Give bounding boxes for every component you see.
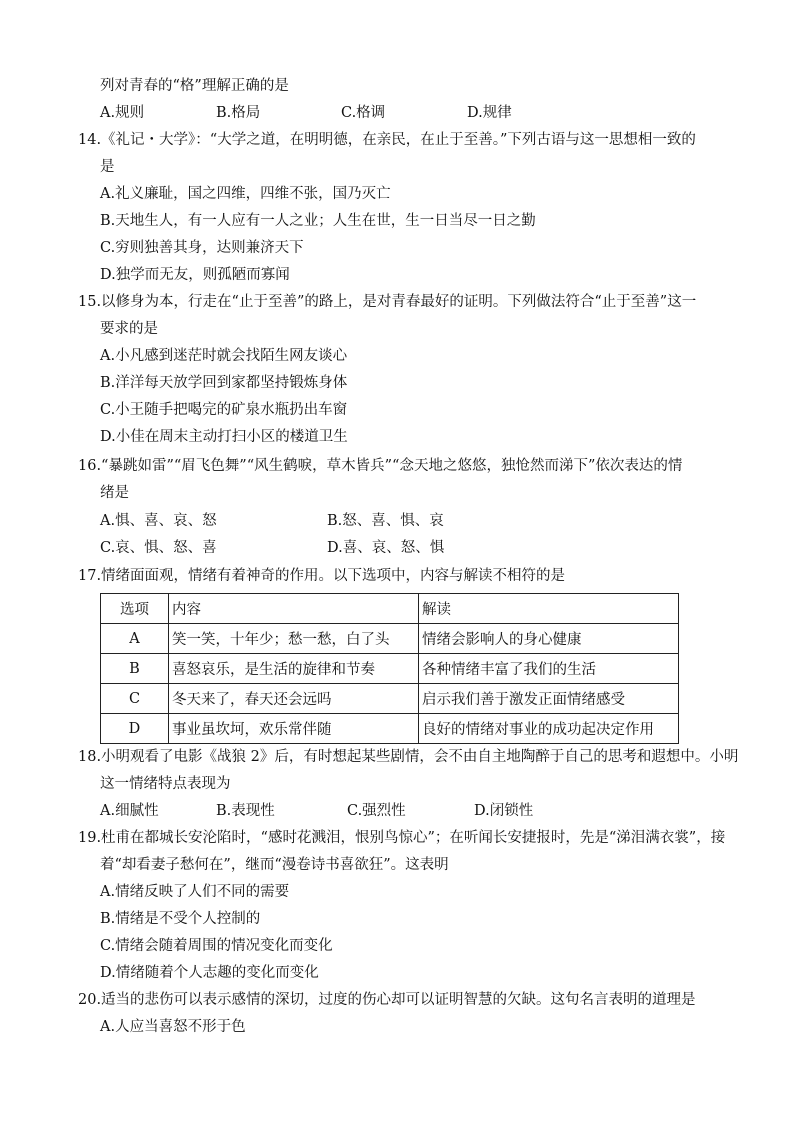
q19-option-c: C.情绪会随着周围的情况变化而变化 xyxy=(100,938,333,954)
table-cell: 良好的情绪对事业的成功起决定作用 xyxy=(419,714,679,744)
q20-stem: 20.适当的悲伤可以表示感情的深切，过度的伤心却可以证明智慧的欠缺。这句名言表明的道理是 xyxy=(78,992,696,1008)
q13-stem-tail: 列对青春的“格”理解正确的是 xyxy=(100,78,289,94)
q15-stem-line2: 要求的是 xyxy=(100,321,158,337)
q18-option-c: C.强烈性 xyxy=(347,803,406,819)
q15-option-b: B.洋洋每天放学回到家都坚持锻炼身体 xyxy=(100,375,348,391)
q13-option-d: D.规律 xyxy=(467,105,512,121)
table-cell: 喜怒哀乐，是生活的旋律和节奏 xyxy=(169,654,419,684)
table-row xyxy=(101,624,679,654)
table-cell: 笑一笑，十年少；愁一愁，白了头 xyxy=(169,624,419,654)
q14-stem-line2: 是 xyxy=(100,159,115,175)
q17-stem: 17.情绪面面观，情绪有着神奇的作用。以下选项中，内容与解读不相符的是 xyxy=(78,568,566,584)
q18-option-b: B.表现性 xyxy=(216,803,275,819)
q16-stem-line1: 16.“暴跳如雷”“眉飞色舞”“风生鹤唳，草木皆兵”“念天地之悠悠，独怆然而涕下”依次表达的情 xyxy=(78,458,683,474)
q17-table xyxy=(100,593,679,744)
q13-option-b: B.格局 xyxy=(216,105,261,121)
table-cell: 冬天来了，春天还会远吗 xyxy=(169,684,419,714)
table-cell: B xyxy=(101,654,169,684)
q16-option-d: D.喜、哀、怒、惧 xyxy=(327,540,445,556)
q19-stem-line1: 19.杜甫在都城长安沦陷时，“感时花溅泪，恨别鸟惊心”；在听闻长安捷报时，先是“涕泪满衣裳”，接 xyxy=(78,830,726,846)
table-cell: 启示我们善于激发正面情绪感受 xyxy=(419,684,679,714)
q19-stem-line2: 着“却看妻子愁何在”，继而“漫卷诗书喜欲狂”。这表明 xyxy=(100,857,449,873)
q18-option-d: D.闭锁性 xyxy=(474,803,534,819)
table-cell: D xyxy=(101,714,169,744)
table-cell: 各种情绪丰富了我们的生活 xyxy=(419,654,679,684)
table-cell: C xyxy=(101,684,169,714)
q14-option-c: C.穷则独善其身，达则兼济天下 xyxy=(100,240,304,256)
q15-option-d: D.小佳在周末主动打扫小区的楼道卫生 xyxy=(100,429,348,445)
q16-option-c: C.哀、惧、怒、喜 xyxy=(100,540,217,556)
q16-option-b: B.怒、喜、惧、哀 xyxy=(327,513,444,529)
q18-stem-line1: 18.小明观看了电影《战狼 2》后，有时想起某些剧情，会不由自主地陶醉于自己的思考和遐想中。小明 xyxy=(78,749,739,765)
q15-option-c: C.小王随手把喝完的矿泉水瓶扔出车窗 xyxy=(100,402,348,418)
table-row xyxy=(101,684,679,714)
q18-option-a: A.细腻性 xyxy=(100,803,159,819)
q18-stem-line2: 这一情绪特点表现为 xyxy=(100,776,231,792)
q13-option-a: A.规则 xyxy=(100,105,145,121)
q14-option-d: D.独学而无友，则孤陋而寡闻 xyxy=(100,267,290,283)
q16-option-a: A.惧、喜、哀、怒 xyxy=(100,513,217,529)
q14-option-a: A.礼义廉耻，国之四维，四维不张，国乃灭亡 xyxy=(100,186,391,202)
table-header-cell: 内容 xyxy=(169,594,419,624)
q15-stem-line1: 15.以修身为本，行走在“止于至善”的路上，是对青春最好的证明。下列做法符合“止于至善”这一 xyxy=(78,294,697,310)
q16-stem-line2: 绪是 xyxy=(100,485,129,501)
table-header-cell: 选项 xyxy=(101,594,169,624)
q15-option-a: A.小凡感到迷茫时就会找陌生网友谈心 xyxy=(100,348,348,364)
table-cell: 情绪会影响人的身心健康 xyxy=(419,624,679,654)
q13-option-c: C.格调 xyxy=(341,105,386,121)
q14-option-b: B.天地生人，有一人应有一人之业；人生在世，生一日当尽一日之勤 xyxy=(100,213,536,229)
table-cell: A xyxy=(101,624,169,654)
q19-option-a: A.情绪反映了人们不同的需要 xyxy=(100,884,290,900)
table-cell: 事业虽坎坷，欢乐常伴随 xyxy=(169,714,419,744)
q14-stem-line1: 14.《礼记・大学》：“大学之道，在明明德，在亲民，在止于至善。”下列古语与这一思想相一致的 xyxy=(78,132,696,148)
q20-option-a: A.人应当喜怒不形于色 xyxy=(100,1019,246,1035)
table-row xyxy=(101,654,679,684)
q19-option-b: B.情绪是不受个人控制的 xyxy=(100,911,261,927)
q19-option-d: D.情绪随着个人志趣的变化而变化 xyxy=(100,965,319,981)
table-header-row xyxy=(101,594,679,624)
table-row xyxy=(101,714,679,744)
table-header-cell: 解读 xyxy=(419,594,679,624)
